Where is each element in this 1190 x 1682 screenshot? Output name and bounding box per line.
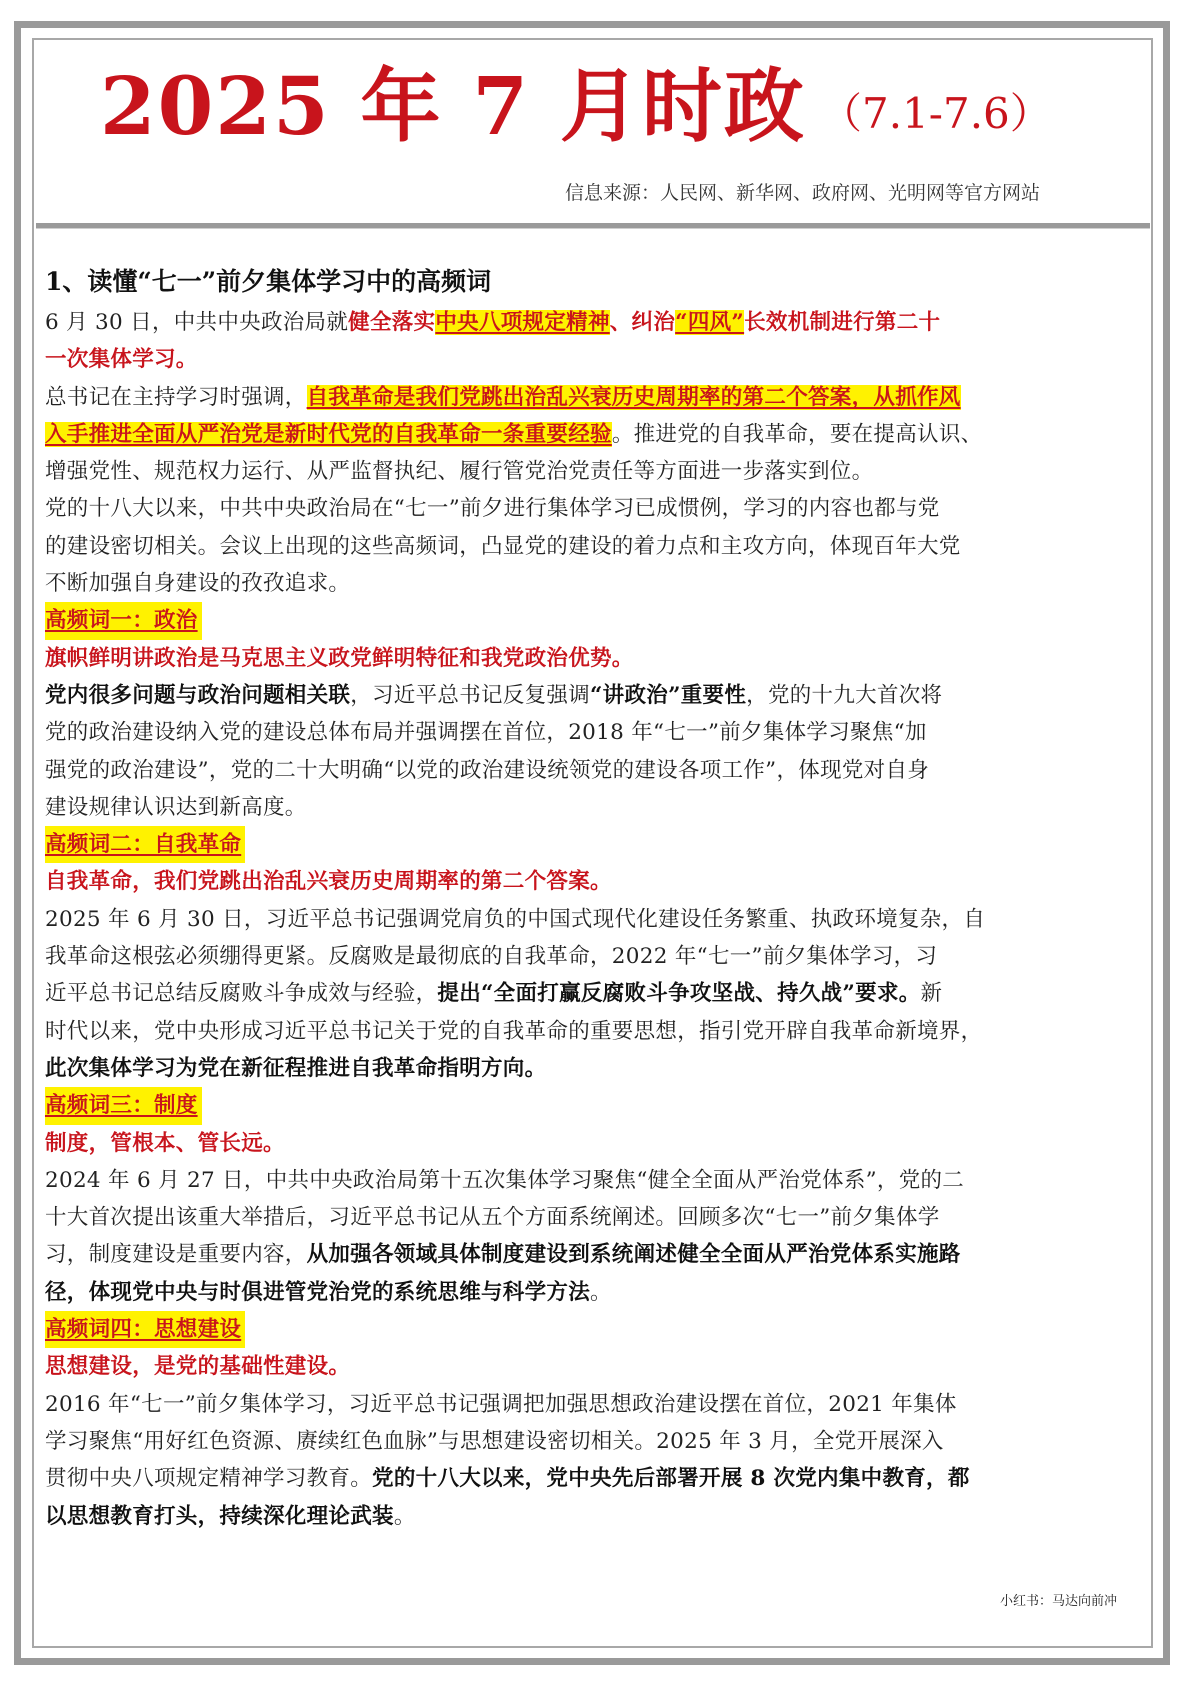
paragraph-line: [45, 341, 1143, 378]
paragraph-line: 十大首次提出该重大举措后，习近平总书记从五个方面系统阐述。回顾多次“七一”前夕集体学: [45, 1205, 940, 1231]
paragraph-line: 不断加强自身建设的孜孜追求。: [45, 571, 351, 597]
paragraph-line: [45, 975, 1143, 1012]
bold-text: 党内很多问题与政治问题相关联: [45, 682, 351, 708]
paragraph-line: 增强党性、规范权力运行、从严监督执纪、履行管党治党责任等方面进一步落实到位。: [45, 459, 874, 485]
paragraph-line: [45, 304, 1143, 341]
paragraph-line: 建设规律认识达到新高度。: [45, 794, 307, 820]
paragraph-line: 学习聚焦“用好红色资源、赓续红色血脉”与思想建设密切相关。2025 年 3 月，全党开展深入: [45, 1428, 944, 1454]
keyword-tag: 高频词二：自我革命: [45, 826, 245, 863]
keyword-lead: 自我革命，我们党跳出治乱兴衰历史周期率的第二个答案。: [45, 869, 612, 895]
source-note: 信息来源：人民网、新华网、政府网、光明网等官方网站: [565, 182, 1041, 204]
bold-text: 径，体现党中央与时俱进管党治党的系统思维与科学方法: [45, 1279, 591, 1305]
section-heading: 1、读懂“七一”前夕集体学习中的高频词: [45, 267, 492, 296]
keyword-tag: 高频词一：政治: [45, 602, 202, 639]
text-run: 贯彻中央八项规定精神学习教育。: [45, 1466, 373, 1492]
red-text: 一次集体学习。: [45, 347, 198, 373]
paragraph-line: 强党的政治建设”，党的二十大明确“以党的政治建设统领党的建设各项工作”，体现党对自身: [45, 757, 930, 783]
paragraph-line: [45, 1274, 1143, 1311]
highlight-text: 自我革命是我们党跳出治乱兴衰历史周期率的第二个答案，从抓作风: [306, 384, 961, 410]
red-text: 健全落实: [348, 310, 436, 335]
text-run: 。推进党的自我革命，要在提高认识、: [611, 421, 983, 447]
paragraph-line: 2016 年“七一”前夕集体学习，习近平总书记强调把加强思想政治建设摆在首位，2021 年集体: [45, 1391, 957, 1417]
paragraph-line: 2024 年 6 月 27 日，中共中央政治局第十五次集体学习聚焦“健全全面从严治党体系”，党的二: [45, 1167, 965, 1193]
highlight-text: “四风”: [675, 310, 745, 335]
highlight-text: 中央八项规定精神: [435, 310, 610, 335]
red-text: 长效机制进行第二十: [744, 310, 941, 335]
paragraph-line: [45, 677, 1143, 714]
paragraph-line: [45, 379, 1143, 416]
header-divider: [36, 223, 1150, 229]
paragraph-line: [45, 1460, 1143, 1497]
bold-text: 党的十八大以来，党中央先后部署开展 8 次党内集中教育，都: [372, 1466, 970, 1492]
paragraph-line: [45, 416, 1143, 453]
bold-text: 从加强各领域具体制度建设到系统阐述健全全面从严治党体系实施路: [306, 1242, 961, 1268]
keyword-label: [45, 602, 1143, 639]
text-run: 。: [393, 1503, 416, 1529]
text-run: 习，制度建设是重要内容，: [45, 1242, 307, 1268]
red-text: 、纠治: [609, 310, 676, 335]
paragraph-line: 的建设密切相关。会议上出现的这些高频词，凸显党的建设的着力点和主攻方向，体现百年大党: [45, 533, 961, 559]
text-run: 总书记在主持学习时强调，: [45, 384, 307, 410]
footer-credit: 小红书：马达向前冲: [1000, 1594, 1118, 1609]
bold-text: “讲政治”重要性: [590, 682, 747, 708]
paragraph-line: 此次集体学习为党在新征程推进自我革命指明方向。: [45, 1055, 547, 1081]
text-run: 近平总书记总结反腐败斗争成效与经验，: [45, 981, 438, 1007]
paragraph-line: 党的十八大以来，中共中央政治局在“七一”前夕进行集体学习已成惯例，学习的内容也都与党: [45, 496, 940, 522]
text-run: ，习近平总书记反复强调: [350, 682, 591, 708]
paragraph-line: [45, 1236, 1143, 1273]
keyword-tag: 高频词三：制度: [45, 1087, 202, 1124]
paragraph-line: 我革命这根弦必须绷得更紧。反腐败是最彻底的自我革命，2022 年“七一”前夕集体学习，习: [45, 944, 938, 970]
paragraph-line: 时代以来，党中央形成习近平总书记关于党的自我革命的重要思想，指引党开辟自我革命新境界，: [45, 1018, 983, 1044]
article-body: [45, 262, 1143, 1535]
text-run: 新: [920, 981, 943, 1007]
keyword-label: [45, 826, 1143, 863]
paragraph-line: 党的政治建设纳入党的建设总体布局并强调摆在首位，2018 年“七一”前夕集体学习聚焦“加: [45, 720, 927, 746]
text-run: ，党的十九大首次将: [746, 682, 943, 708]
keyword-tag: 高频词四：思想建设: [45, 1311, 245, 1348]
date-range: （7.1-7.6）: [820, 89, 1052, 138]
keyword-lead: 旗帜鲜明讲政治是马克思主义政党鲜明特征和我党政治优势。: [45, 645, 634, 671]
paragraph-line: [45, 1498, 1143, 1535]
page-title: 2025 年 7 月时政: [100, 59, 806, 153]
bold-text: 以思想教育打头，持续深化理论武装: [45, 1503, 394, 1529]
highlight-text: 入手推进全面从严治党是新时代党的自我革命一条重要经验: [45, 421, 612, 447]
keyword-lead: 思想建设，是党的基础性建设。: [45, 1354, 351, 1380]
text-run: 。: [590, 1279, 612, 1305]
text-run: 6 月 30 日，中共中央政治局就: [45, 310, 349, 335]
bold-text: 提出“全面打赢反腐败斗争攻坚战、持久战”要求。: [437, 981, 921, 1007]
paragraph-line: 2025 年 6 月 30 日，习近平总书记强调党肩负的中国式现代化建设任务繁重、执政环境复杂，自: [45, 906, 986, 932]
keyword-label: [45, 1087, 1143, 1124]
keyword-label: [45, 1311, 1143, 1348]
keyword-lead: 制度，管根本、管长远。: [45, 1130, 285, 1156]
